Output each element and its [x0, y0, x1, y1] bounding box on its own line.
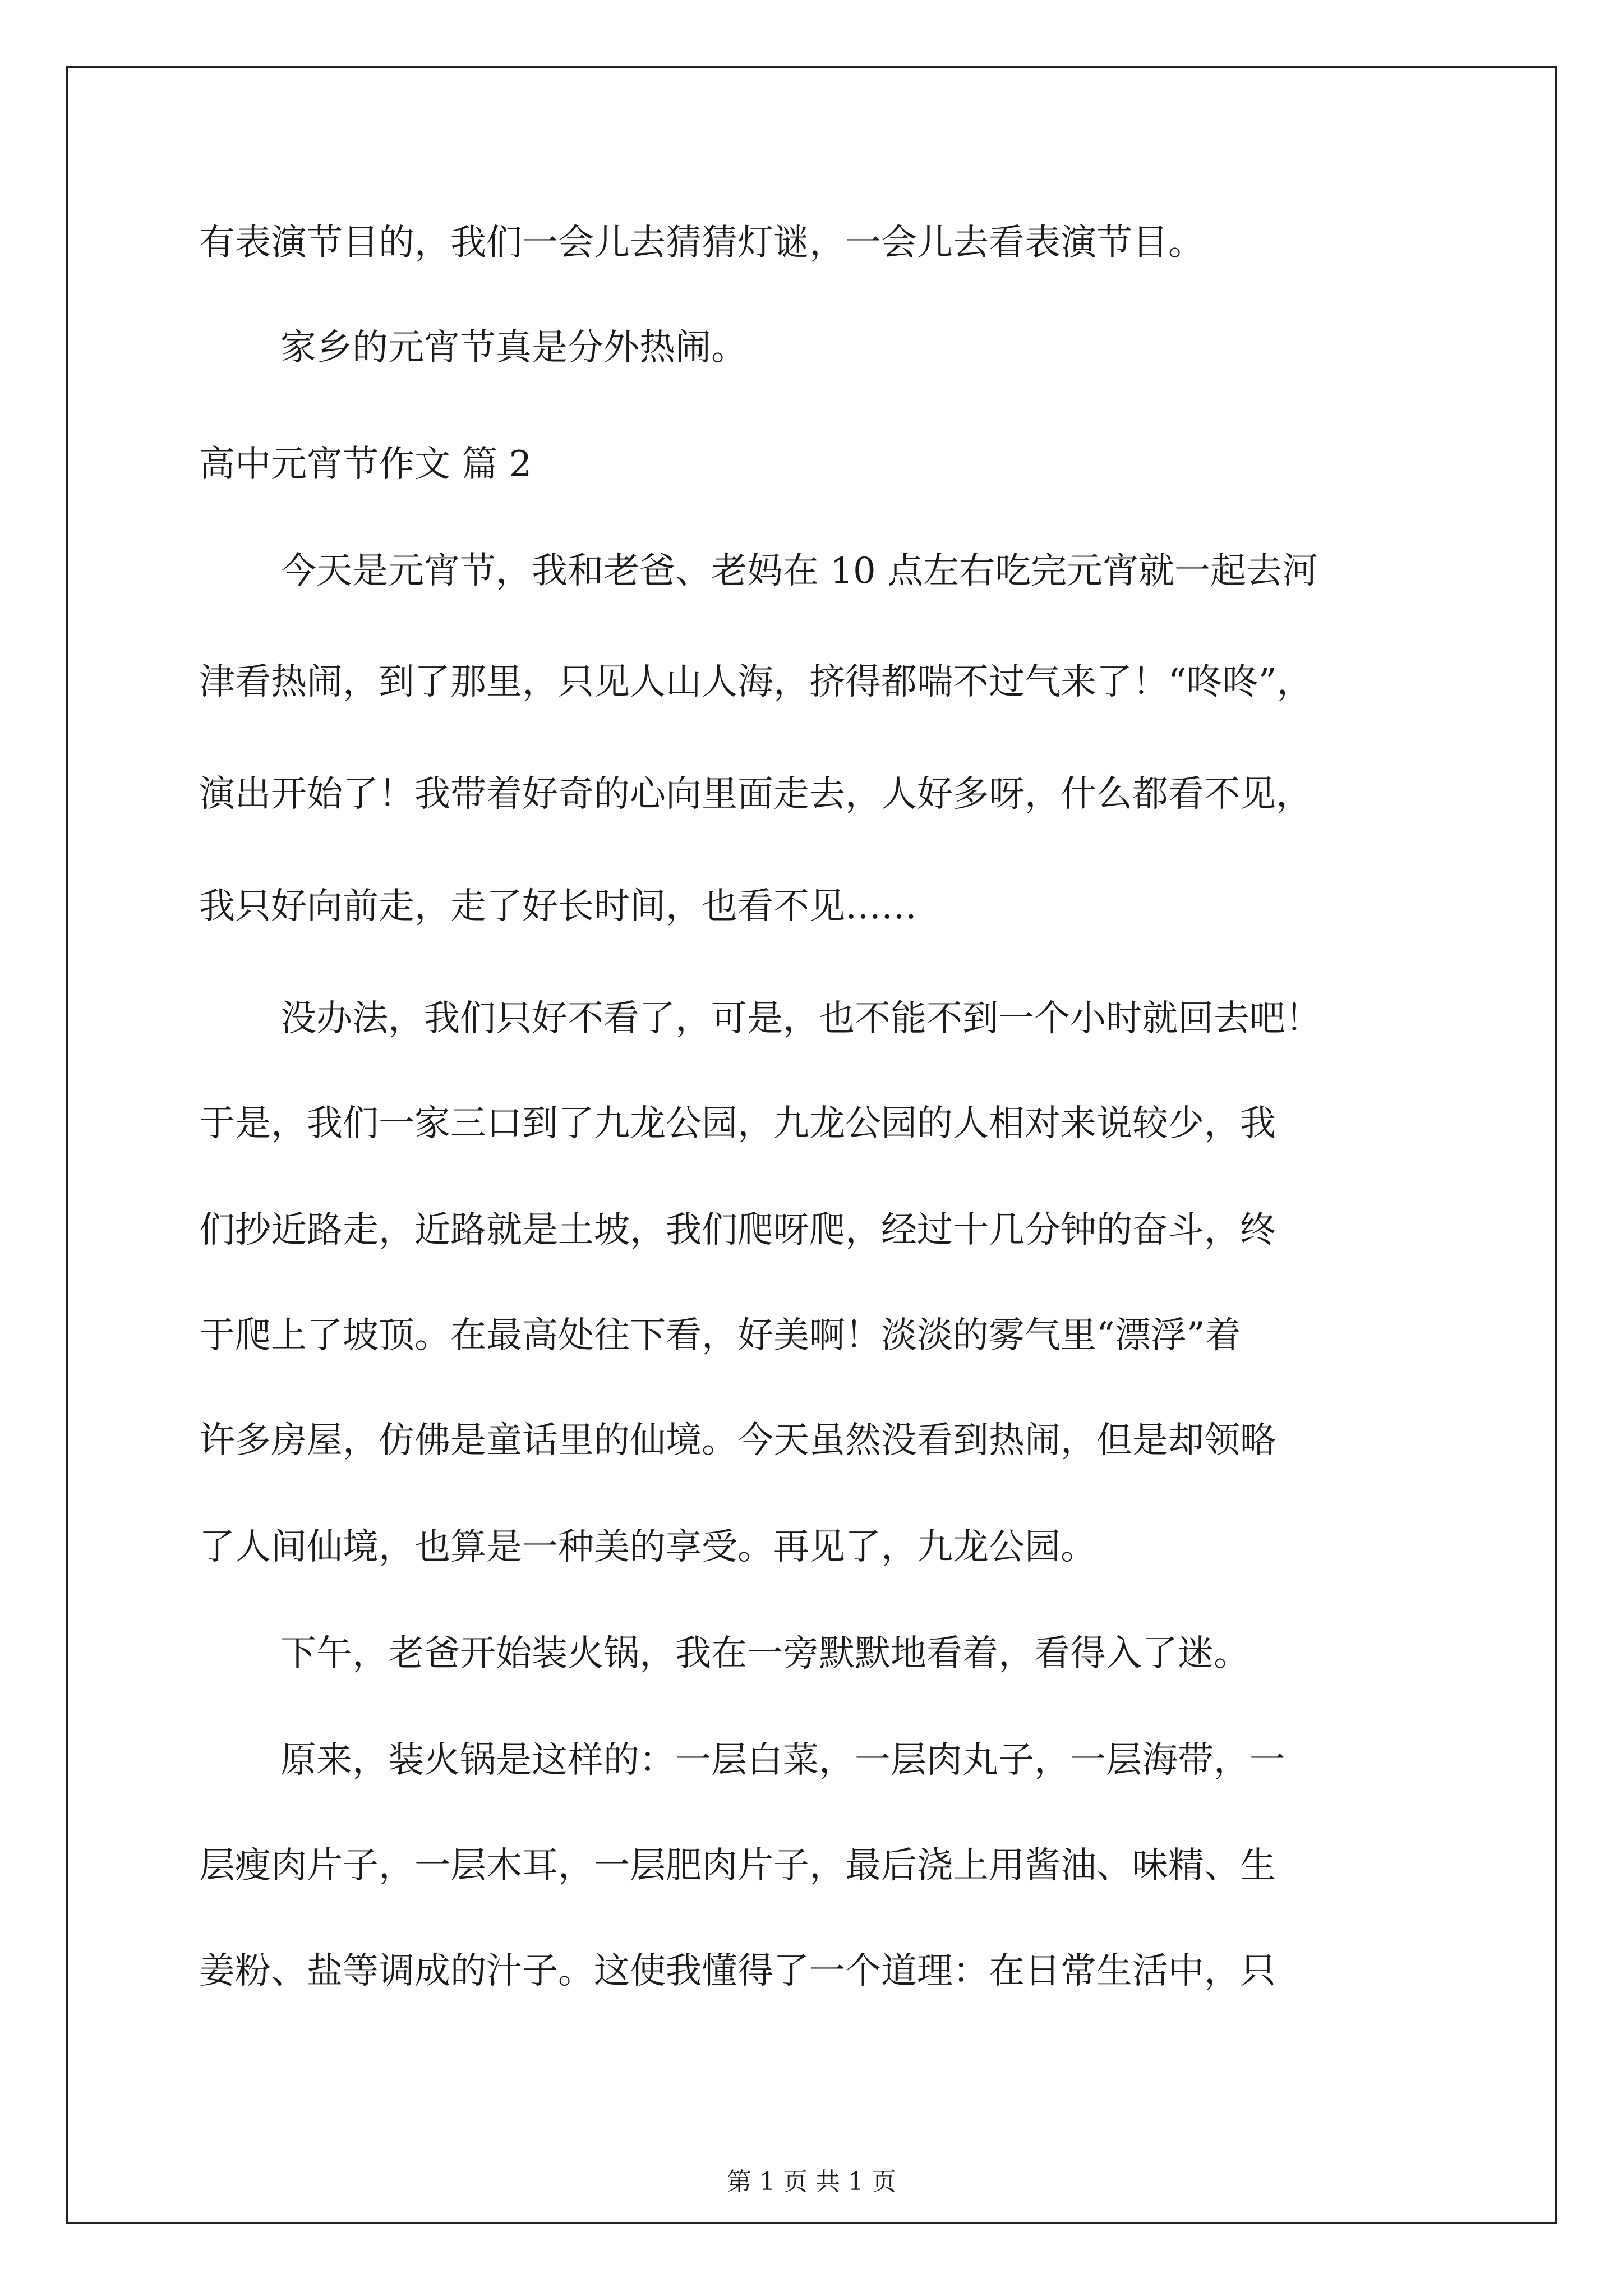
section-heading: 高中元宵节作文 篇 2	[199, 444, 532, 485]
text-line: 于爬上了坡顶。在最高处往下看，好美啊！淡淡的雾气里“漂浮”着	[199, 1315, 1241, 1356]
text-line: 演出开始了！我带着好奇的心向里面走去，人好多呀，什么都看不见，	[199, 774, 1312, 815]
text-line: 下午，老爸开始装火锅，我在一旁默默地看着，看得入了迷。	[280, 1633, 1249, 1674]
text-line: 家乡的元宵节真是分外热闹。	[280, 327, 747, 369]
text-line: 津看热闹，到了那里，只见人山人海，挤得都喘不过气来了！“咚咚”，	[199, 661, 1313, 703]
text-line: 于是，我们一家三口到了九龙公园，九龙公园的人相对来说较少，我	[199, 1103, 1276, 1144]
text-line: 们抄近路走，近路就是土坡，我们爬呀爬，经过十几分钟的奋斗，终	[199, 1209, 1276, 1251]
text-line: 姜粉、盐等调成的汁子。这使我懂得了一个道理：在日常生活中，只	[199, 1950, 1276, 1992]
text-line: 我只好向前走，走了好长时间，也看不见……	[199, 886, 917, 927]
text-line: 有表演节目的，我们一会儿去猜猜灯谜，一会儿去看表演节目。	[199, 222, 1204, 264]
text-line: 层瘦肉片子，一层木耳，一层肥肉片子，最后浇上用酱油、味精、生	[199, 1845, 1276, 1887]
text-line: 没办法，我们只好不看了，可是，也不能不到一个小时就回去吧！	[280, 998, 1321, 1039]
page-footer: 第 1 页 共 1 页	[727, 2168, 896, 2196]
text-line: 了人间仙境，也算是一种美的享受。再见了，九龙公园。	[199, 1526, 1096, 1568]
text-line: 原来，装火锅是这样的：一层白菜，一层肉丸子，一层海带，一	[280, 1740, 1285, 1781]
text-line: 许多房屋，仿佛是童话里的仙境。今天虽然没看到热闹，但是却领略	[199, 1420, 1276, 1461]
text-line: 今天是元宵节，我和老爸、老妈在 10 点左右吃完元宵就一起去河	[280, 550, 1318, 592]
